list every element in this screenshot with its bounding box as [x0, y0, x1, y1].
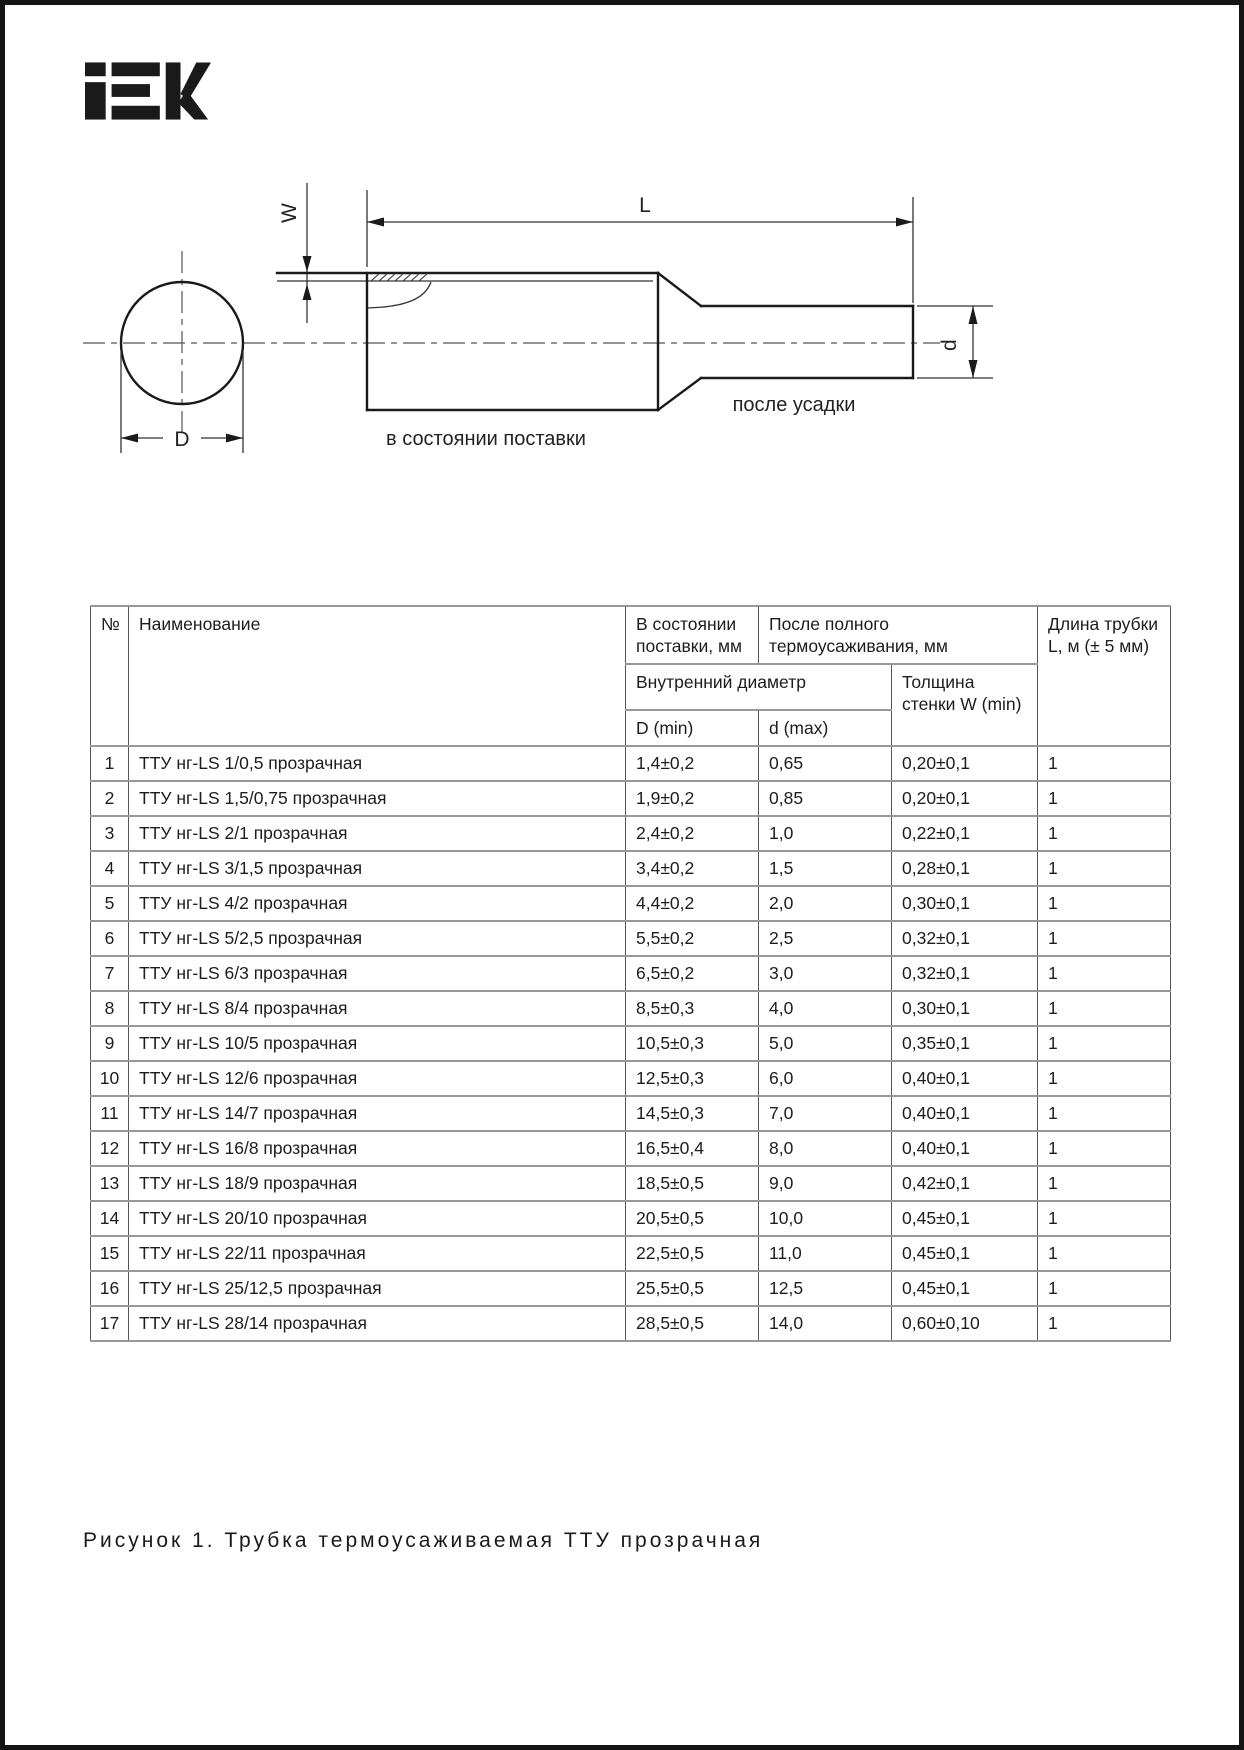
table-row — [91, 956, 1171, 991]
cell-name: ТТУ нг-LS 4/2 прозрачная — [129, 886, 626, 921]
cell-wall: 0,22±0,1 — [892, 816, 1038, 851]
table-row — [91, 991, 1171, 1026]
cell-wall: 0,32±0,1 — [892, 921, 1038, 956]
table-row — [91, 1306, 1171, 1341]
cell-num: 9 — [91, 1026, 129, 1061]
spec-table-body — [91, 746, 1171, 1341]
spec-table — [90, 605, 1171, 1342]
dimension-W — [278, 183, 312, 323]
table-row — [91, 1061, 1171, 1096]
cell-d-min: 22,5±0,5 — [626, 1236, 759, 1271]
cell-name: ТТУ нг-LS 1,5/0,75 прозрачная — [129, 781, 626, 816]
cell-d-min: 20,5±0,5 — [626, 1201, 759, 1236]
header-name: Наименование — [129, 606, 626, 746]
cell-length: 1 — [1038, 1236, 1171, 1271]
figure-caption: Рисунок 1. Трубка термоусаживаемая ТТУ прозрачная — [83, 1529, 764, 1552]
cell-d-max: 1,0 — [759, 816, 892, 851]
header-tube-length: Длина трубки L, м (± 5 мм) — [1038, 606, 1171, 746]
cell-num: 4 — [91, 851, 129, 886]
header-d-max: d (max) — [759, 710, 892, 746]
header-inner-diameter: Внутренний диаметр — [626, 664, 892, 710]
cell-name: ТТУ нг-LS 6/3 прозрачная — [129, 956, 626, 991]
table-row — [91, 1026, 1171, 1061]
table-row — [91, 1236, 1171, 1271]
cell-num: 5 — [91, 886, 129, 921]
cell-d-max: 8,0 — [759, 1131, 892, 1166]
table-row — [91, 1201, 1171, 1236]
cell-name: ТТУ нг-LS 28/14 прозрачная — [129, 1306, 626, 1341]
cell-d-min: 6,5±0,2 — [626, 956, 759, 991]
cell-length: 1 — [1038, 921, 1171, 956]
cell-num: 14 — [91, 1201, 129, 1236]
cell-num: 11 — [91, 1096, 129, 1131]
tube-wall-section — [277, 273, 658, 308]
cell-d-min: 14,5±0,3 — [626, 1096, 759, 1131]
table-row — [91, 851, 1171, 886]
cell-wall: 0,20±0,1 — [892, 781, 1038, 816]
supply-state-label: в состоянии поставки — [386, 428, 586, 450]
cell-length: 1 — [1038, 956, 1171, 991]
dimension-L — [367, 190, 913, 303]
table-row — [91, 886, 1171, 921]
cell-name: ТТУ нг-LS 25/12,5 прозрачная — [129, 1271, 626, 1306]
cell-length: 1 — [1038, 1306, 1171, 1341]
cell-num: 15 — [91, 1236, 129, 1271]
cell-length: 1 — [1038, 746, 1171, 781]
cell-wall: 0,35±0,1 — [892, 1026, 1038, 1061]
table-row — [91, 921, 1171, 956]
cell-d-max: 11,0 — [759, 1236, 892, 1271]
table-row — [91, 816, 1171, 851]
cell-d-min: 12,5±0,3 — [626, 1061, 759, 1096]
cell-length: 1 — [1038, 781, 1171, 816]
cell-wall: 0,30±0,1 — [892, 991, 1038, 1026]
cell-d-min: 8,5±0,3 — [626, 991, 759, 1026]
table-row — [91, 1131, 1171, 1166]
cell-d-min: 16,5±0,4 — [626, 1131, 759, 1166]
cell-d-max: 9,0 — [759, 1166, 892, 1201]
cell-d-max: 0,65 — [759, 746, 892, 781]
cell-d-min: 18,5±0,5 — [626, 1166, 759, 1201]
cell-d-min: 1,9±0,2 — [626, 781, 759, 816]
cell-name: ТТУ нг-LS 20/10 прозрачная — [129, 1201, 626, 1236]
after-shrink-label: после усадки — [732, 394, 856, 416]
cell-d-max: 2,5 — [759, 921, 892, 956]
cell-d-max: 7,0 — [759, 1096, 892, 1131]
cell-d-min: 10,5±0,3 — [626, 1026, 759, 1061]
cell-num: 1 — [91, 746, 129, 781]
spec-table-header — [91, 606, 1171, 746]
cell-wall: 0,45±0,1 — [892, 1236, 1038, 1271]
cell-name: ТТУ нг-LS 5/2,5 прозрачная — [129, 921, 626, 956]
header-after-shrink: После полного термоусаживания, мм — [759, 606, 1038, 664]
cell-name: ТТУ нг-LS 2/1 прозрачная — [129, 816, 626, 851]
table-row — [91, 1096, 1171, 1131]
cell-num: 10 — [91, 1061, 129, 1096]
cell-d-max: 12,5 — [759, 1271, 892, 1306]
cell-num: 2 — [91, 781, 129, 816]
cell-d-max: 14,0 — [759, 1306, 892, 1341]
cell-d-max: 1,5 — [759, 851, 892, 886]
cell-wall: 0,45±0,1 — [892, 1201, 1038, 1236]
dimension-d — [917, 306, 993, 378]
header-d-min: D (min) — [626, 710, 759, 746]
cell-wall: 0,20±0,1 — [892, 746, 1038, 781]
dim-label-D: D — [174, 428, 190, 451]
cell-d-max: 0,85 — [759, 781, 892, 816]
cell-num: 16 — [91, 1271, 129, 1306]
cell-length: 1 — [1038, 1096, 1171, 1131]
cell-wall: 0,40±0,1 — [892, 1096, 1038, 1131]
cell-d-max: 10,0 — [759, 1201, 892, 1236]
cell-length: 1 — [1038, 1131, 1171, 1166]
cell-d-min: 4,4±0,2 — [626, 886, 759, 921]
cell-d-max: 5,0 — [759, 1026, 892, 1061]
cell-length: 1 — [1038, 1026, 1171, 1061]
cell-name: ТТУ нг-LS 18/9 прозрачная — [129, 1166, 626, 1201]
cell-length: 1 — [1038, 1166, 1171, 1201]
cell-name: ТТУ нг-LS 10/5 прозрачная — [129, 1026, 626, 1061]
header-num: № — [91, 606, 129, 746]
cell-length: 1 — [1038, 1271, 1171, 1306]
dim-label-d: d — [938, 339, 961, 351]
cell-num: 7 — [91, 956, 129, 991]
cell-d-max: 6,0 — [759, 1061, 892, 1096]
cell-d-min: 28,5±0,5 — [626, 1306, 759, 1341]
header-supply-state: В состоянии поставки, мм — [626, 606, 759, 664]
cell-name: ТТУ нг-LS 3/1,5 прозрачная — [129, 851, 626, 886]
dim-label-L: L — [639, 194, 651, 217]
cell-length: 1 — [1038, 886, 1171, 921]
cell-wall: 0,28±0,1 — [892, 851, 1038, 886]
table-row — [91, 781, 1171, 816]
cell-wall: 0,45±0,1 — [892, 1271, 1038, 1306]
cell-name: ТТУ нг-LS 12/6 прозрачная — [129, 1061, 626, 1096]
cell-d-max: 4,0 — [759, 991, 892, 1026]
cell-wall: 0,40±0,1 — [892, 1061, 1038, 1096]
cell-num: 13 — [91, 1166, 129, 1201]
cell-wall: 0,30±0,1 — [892, 886, 1038, 921]
cell-num: 17 — [91, 1306, 129, 1341]
tube-outline — [367, 273, 913, 410]
table-row — [91, 1166, 1171, 1201]
cell-length: 1 — [1038, 816, 1171, 851]
cell-num: 8 — [91, 991, 129, 1026]
cell-wall: 0,60±0,10 — [892, 1306, 1038, 1341]
cell-length: 1 — [1038, 991, 1171, 1026]
cell-name: ТТУ нг-LS 8/4 прозрачная — [129, 991, 626, 1026]
cell-length: 1 — [1038, 1201, 1171, 1236]
cell-wall: 0,32±0,1 — [892, 956, 1038, 991]
cell-length: 1 — [1038, 851, 1171, 886]
cell-d-max: 3,0 — [759, 956, 892, 991]
cell-d-min: 2,4±0,2 — [626, 816, 759, 851]
cell-wall: 0,42±0,1 — [892, 1166, 1038, 1201]
tube-drawing — [5, 5, 1244, 485]
cell-d-min: 1,4±0,2 — [626, 746, 759, 781]
cell-d-min: 5,5±0,2 — [626, 921, 759, 956]
header-wall-thickness: Толщина стенки W (min) — [892, 664, 1038, 746]
cell-d-min: 3,4±0,2 — [626, 851, 759, 886]
cell-wall: 0,40±0,1 — [892, 1131, 1038, 1166]
cell-d-max: 2,0 — [759, 886, 892, 921]
cell-d-min: 25,5±0,5 — [626, 1271, 759, 1306]
cell-name: ТТУ нг-LS 14/7 прозрачная — [129, 1096, 626, 1131]
cell-name: ТТУ нг-LS 16/8 прозрачная — [129, 1131, 626, 1166]
dim-label-W: W — [278, 203, 301, 223]
cell-num: 6 — [91, 921, 129, 956]
cell-num: 12 — [91, 1131, 129, 1166]
cell-name: ТТУ нг-LS 1/0,5 прозрачная — [129, 746, 626, 781]
table-row — [91, 1271, 1171, 1306]
cell-name: ТТУ нг-LS 22/11 прозрачная — [129, 1236, 626, 1271]
cell-num: 3 — [91, 816, 129, 851]
table-row — [91, 746, 1171, 781]
cell-length: 1 — [1038, 1061, 1171, 1096]
